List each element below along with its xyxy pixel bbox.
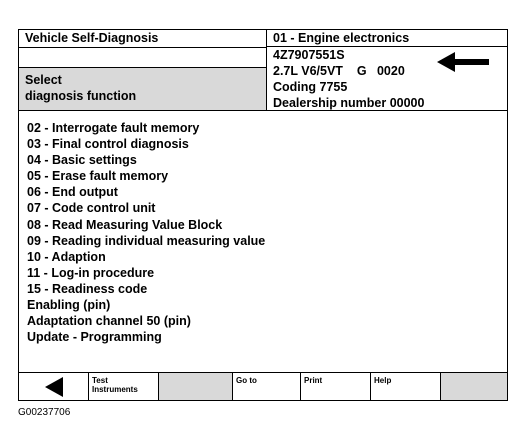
test-instruments-button[interactable] xyxy=(89,373,159,400)
diagnosis-screen xyxy=(18,29,508,401)
test-instruments-label-1: Test xyxy=(92,376,108,385)
engine-info: 2.7L V6/5VT G 0020 xyxy=(273,64,405,78)
function-item-04[interactable]: 04 - Basic settings xyxy=(27,153,137,168)
function-item-15[interactable]: 15 - Readiness code xyxy=(27,281,148,296)
test-instruments-label-2: Instruments xyxy=(92,385,138,394)
dealership-info: Dealership number 00000 xyxy=(273,96,425,110)
goto-button[interactable]: Go to xyxy=(233,373,301,400)
blank-button-2[interactable] xyxy=(441,373,507,400)
function-item-08[interactable]: 08 - Read Measuring Value Block xyxy=(27,217,223,232)
function-item-update[interactable]: Update - Programming xyxy=(27,330,162,345)
figure-id: G00237706 xyxy=(18,407,71,418)
function-item-enabling[interactable]: Enabling (pin) xyxy=(27,298,111,313)
print-button[interactable]: Print xyxy=(301,373,371,400)
function-item-07[interactable]: 07 - Code control unit xyxy=(27,201,156,216)
function-item-06[interactable]: 06 - End output xyxy=(27,185,118,200)
prompt-box xyxy=(19,68,266,110)
toolbar xyxy=(19,372,507,400)
function-item-10[interactable]: 10 - Adaption xyxy=(27,249,106,264)
function-item-09[interactable]: 09 - Reading individual measuring value xyxy=(27,233,266,248)
blank-button-1[interactable] xyxy=(159,373,233,400)
function-item-02[interactable]: 02 - Interrogate fault memory xyxy=(27,121,200,135)
function-list xyxy=(27,120,265,345)
prompt-line-1: Select xyxy=(25,73,62,87)
back-button[interactable] xyxy=(19,373,89,400)
function-item-03[interactable]: 03 - Final control diagnosis xyxy=(27,137,189,152)
coding-info: Coding 7755 xyxy=(273,80,348,94)
prompt-line-2: diagnosis function xyxy=(25,89,137,103)
part-number: 4Z7907551S xyxy=(273,48,345,62)
function-item-05[interactable]: 05 - Erase fault memory xyxy=(27,169,169,184)
header-blank-field xyxy=(19,48,266,68)
function-item-11[interactable]: 11 - Log-in procedure xyxy=(27,265,155,280)
control-unit-name: 01 - Engine electronics xyxy=(267,30,507,47)
left-arrow-icon xyxy=(44,376,64,398)
help-button[interactable]: Help xyxy=(371,373,441,400)
app-title: Vehicle Self-Diagnosis xyxy=(19,30,266,48)
header-divider xyxy=(19,110,507,111)
pointer-arrow-icon xyxy=(437,52,491,72)
function-item-adaptation-50[interactable]: Adaptation channel 50 (pin) xyxy=(27,314,191,329)
header-left-panel xyxy=(19,30,267,110)
